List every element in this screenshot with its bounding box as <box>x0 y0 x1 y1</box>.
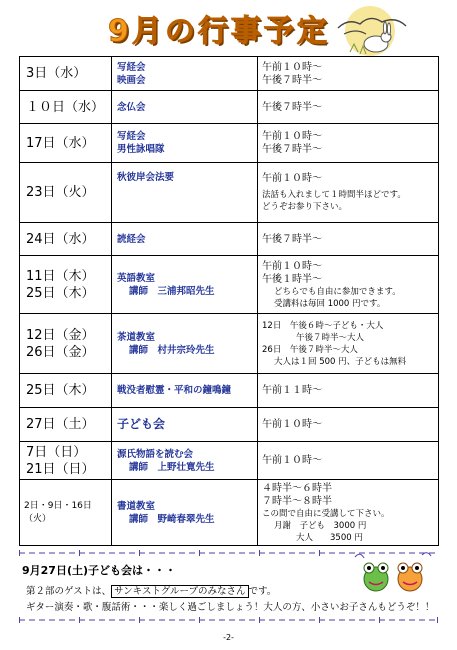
event-cell: 英語教室 講師 三浦邦昭先生 <box>112 256 258 314</box>
table-row <box>20 442 439 480</box>
date-cell: 2日・9日・16日 （火） <box>20 480 112 546</box>
event-cell: 写経会 映画会 <box>112 57 258 91</box>
table-row <box>20 256 439 314</box>
event-cell: 読経会 <box>112 223 258 256</box>
time-cell: 午前１０時～ <box>258 408 439 442</box>
event-cell: 子ども会 <box>112 408 258 442</box>
event-cell: 念仏会 <box>112 91 258 124</box>
frogs-illustration <box>352 549 434 597</box>
time-cell: 午後７時半～ <box>258 91 439 124</box>
header <box>0 4 457 56</box>
time-cell: 午前１０時～ 法話も入れまして１時間半ほどです。 どうぞお参り下さい。 <box>258 163 439 223</box>
table-row <box>20 480 439 546</box>
date-cell: 27日（土） <box>20 408 112 442</box>
event-cell: 源氏物語を読む会 講師 上野壮寛先生 <box>112 442 258 480</box>
date-cell: 23日（火） <box>20 163 112 223</box>
date-cell: 7日（日） 21日（日） <box>20 442 112 480</box>
table-row <box>20 374 439 408</box>
page-number: -2- <box>223 633 234 642</box>
time-cell: ４時半～６時半 ７時半～８時半 この間で自由に受講して下さい。 月謝 子ども 3000 円 大人 3500 円 <box>258 480 439 546</box>
guest-text: 第２部のゲストは、 サンキストグループのみなさん です。 <box>26 586 277 597</box>
event-cell: 書道教室 講師 野崎春翠先生 <box>112 480 258 546</box>
event-cell: 写経会 男性詠唱隊 <box>112 124 258 163</box>
kids-event-heading: 9月27日(土)子ども会は・・・ <box>22 564 177 577</box>
date-cell: 17日（水） <box>20 124 112 163</box>
table-row <box>20 408 439 442</box>
table-row <box>20 91 439 124</box>
date-cell: 24日（水） <box>20 223 112 256</box>
table-row <box>20 223 439 256</box>
date-cell: 11日（木） 25日（木） <box>20 256 112 314</box>
moon-rabbit-illustration <box>330 4 410 59</box>
schedule-table <box>19 56 439 546</box>
table-row <box>20 124 439 163</box>
date-cell: 12日（金） 26日（金） <box>20 314 112 374</box>
table-row <box>20 57 439 91</box>
page-title: 9月の行事予定 <box>108 14 330 49</box>
time-cell: 午前１１時～ <box>258 374 439 408</box>
dashed-divider-bottom <box>19 617 438 623</box>
date-cell: １０日（水） <box>20 91 112 124</box>
time-cell: 午後７時半～ <box>258 223 439 256</box>
time-cell: 12日 午後６時～子ども・大人 午後７時半～大人 26日 午後７時半～大人 大人は１回 500 円、子どもは無料 <box>258 314 439 374</box>
date-cell: 3日（水） <box>20 57 112 91</box>
program-text: ギター演奏・歌・腹話術・・・楽しく過ごしましょう！大人の方、小さいお子さんもどうぞ！！ <box>26 602 435 613</box>
event-cell: 戦没者慰霊・平和の鐘鳴鐘 <box>112 374 258 408</box>
guest-name-box: サンキストグループのみなさん <box>111 585 248 598</box>
time-cell: 午前１０時～ 午後７時半～ <box>258 124 439 163</box>
time-cell: 午前１０時～ 午後７時半～ <box>258 57 439 91</box>
table-row <box>20 163 439 223</box>
time-cell: 午前１０時～ 午後１時半～ どちらでも自由に参加できます。 受講料は毎回 1000 円です。 <box>258 256 439 314</box>
time-cell: 午前１０時～ <box>258 442 439 480</box>
event-cell: 茶道教室 講師 村井宗玲先生 <box>112 314 258 374</box>
table-row <box>20 314 439 374</box>
date-cell: 25日（木） <box>20 374 112 408</box>
event-cell: 秋彼岸会法要 <box>112 163 258 223</box>
